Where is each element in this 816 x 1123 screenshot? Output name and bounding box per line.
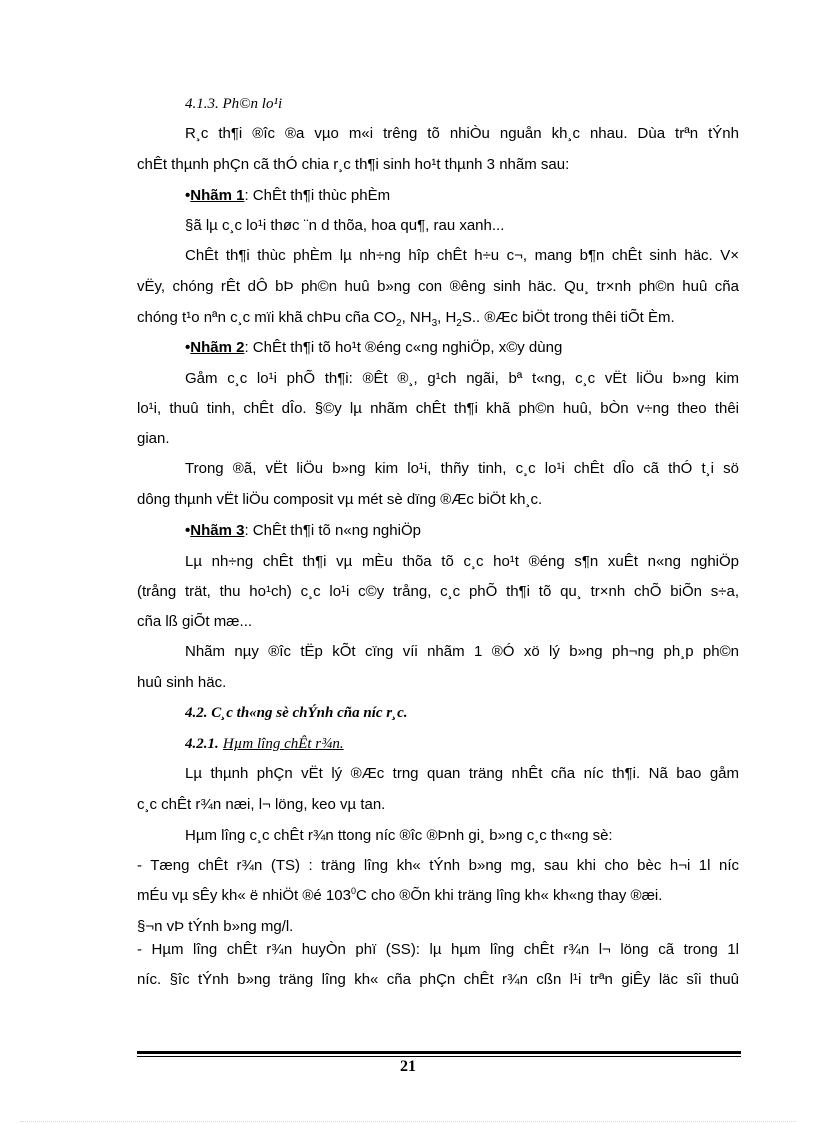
paragraph-line: ChÊt th¶i thùc phÈm lµ nh÷ng hîp chÊt h÷u c¬, mang b¶n chÊt sinh häc. V× (185, 247, 739, 264)
page-number: 21 (400, 1058, 416, 1075)
group-label: Nhãm 2 (190, 339, 245, 356)
group-3-heading: •Nhãm 3: ChÊt th¶i tõ n«ng nghiÖp (185, 522, 421, 539)
paragraph-line: vËy, chóng rÊt dÔ bÞ ph©n huû b»ng con ®êng sinh häc. Qu¸ tr×nh ph©n huû cña (137, 278, 739, 295)
section-heading-4-1-3: 4.1.3. Ph©n lo¹i (185, 96, 283, 112)
paragraph-line: níc. §îc tÝnh b»ng träng lîng kh« cña phÇn chÊt r¾n cßn l¹i trªn giÊy läc sîi thuû (137, 971, 739, 988)
paragraph-line: - Tæng chÊt r¾n (TS) : träng lîng kh« tÝnh b»ng mg, sau khi cho bèc h¬i 1l níc (137, 857, 739, 874)
paragraph-line: huû sinh häc. (137, 674, 227, 691)
section-heading-4-2: 4.2. C¸c th«ng sè chÝnh cña níc r¸c. (185, 705, 408, 721)
paragraph-line: Lµ nh÷ng chÊt th¶i vµ mÈu thõa tõ c¸c ho¹t ®éng s¶n xuÊt n«ng nghiÖp (185, 553, 739, 570)
section-heading-4-2-1: 4.2.1. Hµm lîng chÊt r¾n. (185, 736, 344, 752)
paragraph-line: Nhãm nµy ®îc tËp kÕt cïng víi nhãm 1 ®Ó xö lý b»ng ph¬ng ph¸p ph©n (185, 643, 739, 660)
paragraph-line: lo¹i, thuû tinh, chÊt dÎo. §©y lµ nhãm chÊt th¶i khã ph©n huû, bÒn v÷ng theo thêi (137, 400, 739, 417)
group-label: Nhãm 1 (190, 187, 245, 204)
group-2-heading: •Nhãm 2: ChÊt th¶i tõ ho¹t ®éng c«ng nghiÖp, x©y dùng (185, 339, 563, 356)
paragraph-line: chÊt thµnh phÇn cã thÓ chia r¸c th¶i sinh ho¹t thµnh 3 nhãm sau: (137, 156, 570, 173)
paragraph-line: dông thµnh vËt liÖu composit vµ mét sè dïng ®Æc biÖt kh¸c. (137, 491, 543, 508)
paragraph-line: chóng t¹o nªn c¸c mïi khã chÞu cña $CO_2$, $NH_3$, $H_2S$.. ®Æc biÖt trong thêi tiÕt Èm. (137, 309, 675, 328)
page-edge-dots (20, 1121, 796, 1122)
paragraph-line: Gåm c¸c lo¹i phÕ th¶i: ®Êt ®¸, g¹ch ngãi, bª t«ng, c¸c vËt liÖu b»ng kim (185, 370, 739, 387)
paragraph-line: - Hµm lîng chÊt r¾n huyÒn phï (SS): lµ hµm lîng chÊt r¾n l¬ löng cã trong 1l (137, 941, 739, 958)
paragraph-line: Lµ thµnh phÇn vËt lý ®Æc trng quan träng nhÊt cña níc th¶i. Nã bao gåm (185, 765, 739, 782)
paragraph-line: Trong ®ã, vËt liÖu b»ng kim lo¹i, thñy tinh, c¸c lo¹i chÊt dÎo cã thÓ t¸i sö (185, 460, 739, 477)
group-1-heading: •Nhãm 1: ChÊt th¶i thùc phÈm (185, 187, 391, 204)
group-label: Nhãm 3 (190, 522, 245, 539)
footer-rule-thick (137, 1051, 741, 1054)
paragraph-line: Hµm lîng c¸c chÊt r¾n ttong níc ®îc ®Þnh gi¸ b»ng c¸c th«ng sè: (185, 827, 613, 844)
paragraph-line: cña lß giÕt mæ... (137, 613, 253, 630)
group-text: : ChÊt th¶i tõ ho¹t ®éng c«ng nghiÖp, x©y dùng (244, 339, 563, 356)
paragraph-line: §ã lµ c¸c lo¹i thøc ¨n d thõa, hoa qu¶, rau xanh... (185, 217, 505, 234)
paragraph-line: (trång trät, thu ho¹ch) c¸c lo¹i c©y trång, c¸c phÕ th¶i tõ qu¸ tr×nh chÕ biÕn s÷a, (137, 583, 739, 600)
group-text: : ChÊt th¶i thùc phÈm (244, 187, 391, 204)
paragraph-line: gian. (137, 430, 170, 447)
footer-rule-thin (137, 1056, 741, 1057)
paragraph-line: R¸c th¶i ®îc ®a vµo m«i trêng tõ nhiÒu nguån kh¸c nhau. Dùa trªn tÝnh (185, 125, 739, 142)
paragraph-line: c¸c chÊt r¾n næi, l¬ löng, keo vµ tan. (137, 796, 386, 813)
paragraph-line: §¬n vÞ tÝnh b»ng mg/l. (137, 918, 294, 935)
paragraph-line: mÉu vµ sÊy kh« ë nhiÖt ®é $103^0C$ cho ®Õn khi träng lîng kh« kh«ng thay ®æi. (137, 886, 663, 904)
group-text: : ChÊt th¶i tõ n«ng nghiÖp (244, 522, 421, 539)
